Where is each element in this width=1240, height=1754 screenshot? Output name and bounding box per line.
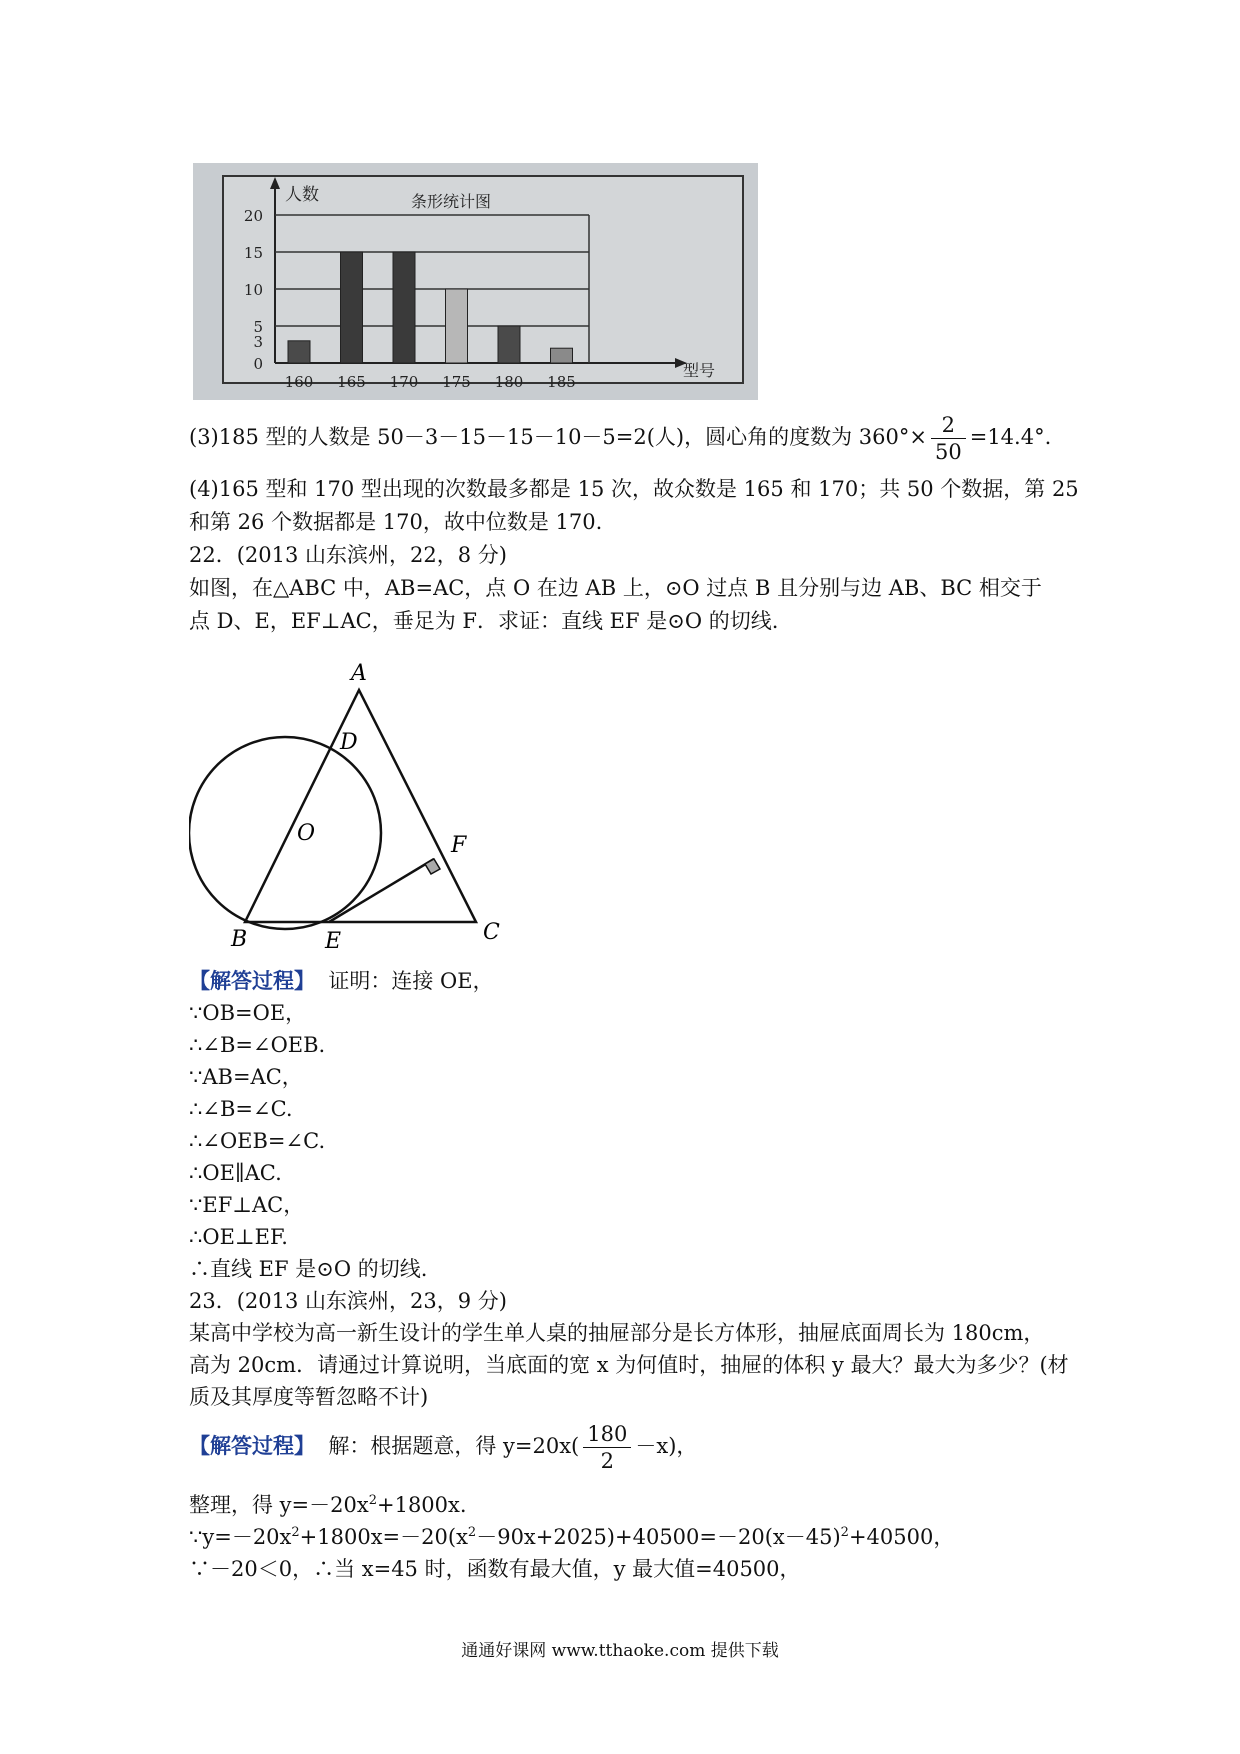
q23-sol-suffix: －x)， (635, 1434, 698, 1458)
q22-solution-intro: 证明：连接 OE， (328, 969, 494, 993)
q23-step2-exp2: 2 (467, 1525, 477, 1540)
q23-text-line3: 质及其厚度等暂忽略不计) (189, 1385, 429, 1409)
q22-step: ∴∠OEB=∠C. (189, 1129, 326, 1153)
q23-solution-label: 【解答过程】 (189, 1433, 315, 1458)
y-tick-label: 3 (253, 332, 263, 351)
segment-ef (329, 859, 434, 922)
x-tick-label: 185 (547, 373, 576, 391)
q23-text-line2: 高为 20cm．请通过计算说明，当底面的宽 x 为何值时，抽屉的体积 y 最大？最大为多少？(材 (189, 1353, 1069, 1377)
q22-solution-label: 【解答过程】 (189, 968, 315, 993)
chart-ylabel: 人数 (285, 185, 319, 205)
y-tick-label: 15 (243, 244, 263, 262)
bar-165 (341, 252, 363, 363)
y-tick-label: 5 (253, 318, 263, 336)
q23-step2-exp1: 2 (291, 1525, 300, 1540)
part3-suffix: =14.4°. (969, 425, 1052, 449)
geometry-figure (189, 652, 519, 952)
y-tick-label: 10 (243, 281, 263, 299)
q23-step1 (189, 1491, 467, 1519)
bar-chart-photo (193, 163, 758, 400)
q22-step: ∴OE∥AC. (189, 1161, 282, 1185)
label-e: E (325, 929, 342, 952)
q22-step: ∴直线 EF 是⊙O 的切线. (189, 1257, 428, 1281)
q23-step2-g: +40500， (848, 1525, 955, 1549)
bar-180 (498, 326, 520, 363)
x-tick-label: 165 (337, 373, 366, 391)
q23-sol-prefix: 解：根据题意，得 y=20x( (328, 1434, 580, 1458)
triangle-abc (245, 690, 476, 922)
part3-fraction (931, 412, 966, 465)
q23-step2-a: ∵y=－20x (189, 1525, 292, 1549)
part3-prefix: (3)185 型的人数是 50－3－15－15－10－5=2(人)，圆心角的度数为 360°× (189, 425, 927, 449)
q23-step1-c: +1800x. (376, 1493, 467, 1517)
part3-frac-num: 2 (931, 412, 966, 439)
q23-step2-e: －90x+2025)+40500=－20(x－45) (476, 1525, 841, 1549)
q22-step: ∵OB=OE， (189, 1001, 307, 1025)
bar-185 (551, 348, 573, 363)
label-b: B (231, 927, 248, 952)
q23-step1-a: 整理，得 y=－20x (189, 1493, 369, 1517)
part4-line2: 和第 26 个数据都是 170，故中位数是 170. (189, 510, 603, 534)
q22-text-line2: 点 D、E，EF⊥AC，垂足为 F．求证：直线 EF 是⊙O 的切线. (189, 609, 779, 633)
x-tick-label: 180 (494, 373, 524, 391)
x-tick-label: 160 (284, 373, 314, 391)
q23-step1-exp: 2 (368, 1493, 377, 1508)
q23-frac-den: 2 (600, 1449, 614, 1473)
bar-160 (288, 341, 310, 363)
label-o: O (297, 821, 316, 846)
q23-step3: ∵－20＜0，∴当 x=45 时，函数有最大值，y 最大值=40500， (189, 1557, 801, 1581)
part3-frac-den: 50 (934, 440, 962, 464)
part3-line (189, 412, 1051, 465)
q23-header: 23．(2013 山东滨州，23，9 分) (189, 1289, 507, 1313)
y-tick-label: 0 (253, 355, 263, 373)
label-f: F (451, 833, 467, 858)
chart-title: 条形统计图 (411, 192, 492, 211)
y-tick-label: 20 (243, 207, 263, 225)
right-angle-mark (425, 859, 440, 874)
q23-step2 (189, 1523, 954, 1551)
q22-step: ∴∠B=∠C. (189, 1097, 293, 1121)
q23-step2-exp3: 2 (840, 1525, 849, 1540)
q23-step2-c: +1800x=－20(x (299, 1525, 468, 1549)
bar-175 (446, 289, 468, 363)
q23-text-line1: 某高中学校为高一新生设计的学生单人桌的抽屉部分是长方体形，抽屉底面周长为 180cm， (189, 1321, 1045, 1345)
q23-fraction (583, 1421, 631, 1474)
label-a: A (351, 661, 367, 686)
circle-o (189, 737, 381, 929)
q22-step: ∵AB=AC， (189, 1065, 303, 1089)
q22-step: ∴∠B=∠OEB. (189, 1033, 326, 1057)
x-tick-label: 175 (442, 373, 471, 391)
q23-solution-line (189, 1421, 697, 1474)
chart-xlabel: 型号 (683, 361, 716, 380)
label-d: D (340, 730, 358, 755)
label-c: C (483, 920, 500, 945)
q22-solution-intro-line (189, 967, 494, 995)
page-footer: 通通好课网 www.tthaoke.com 提供下载 (461, 1641, 779, 1661)
q22-step: ∴OE⊥EF. (189, 1225, 288, 1249)
q22-step: ∵EF⊥AC， (189, 1193, 305, 1217)
q22-text-line1: 如图，在△ABC 中，AB=AC，点 O 在边 AB 上，⊙O 过点 B 且分别与边 AB、BC 相交于 (189, 576, 1042, 600)
x-tick-label: 170 (389, 373, 419, 391)
bar-170 (393, 252, 415, 363)
part4-line1: (4)165 型和 170 型出现的次数最多都是 15 次，故众数是 165 和 170；共 50 个数据，第 25 (189, 477, 1079, 501)
q23-frac-num: 180 (583, 1421, 631, 1448)
q22-header: 22．(2013 山东滨州，22，8 分) (189, 543, 507, 567)
